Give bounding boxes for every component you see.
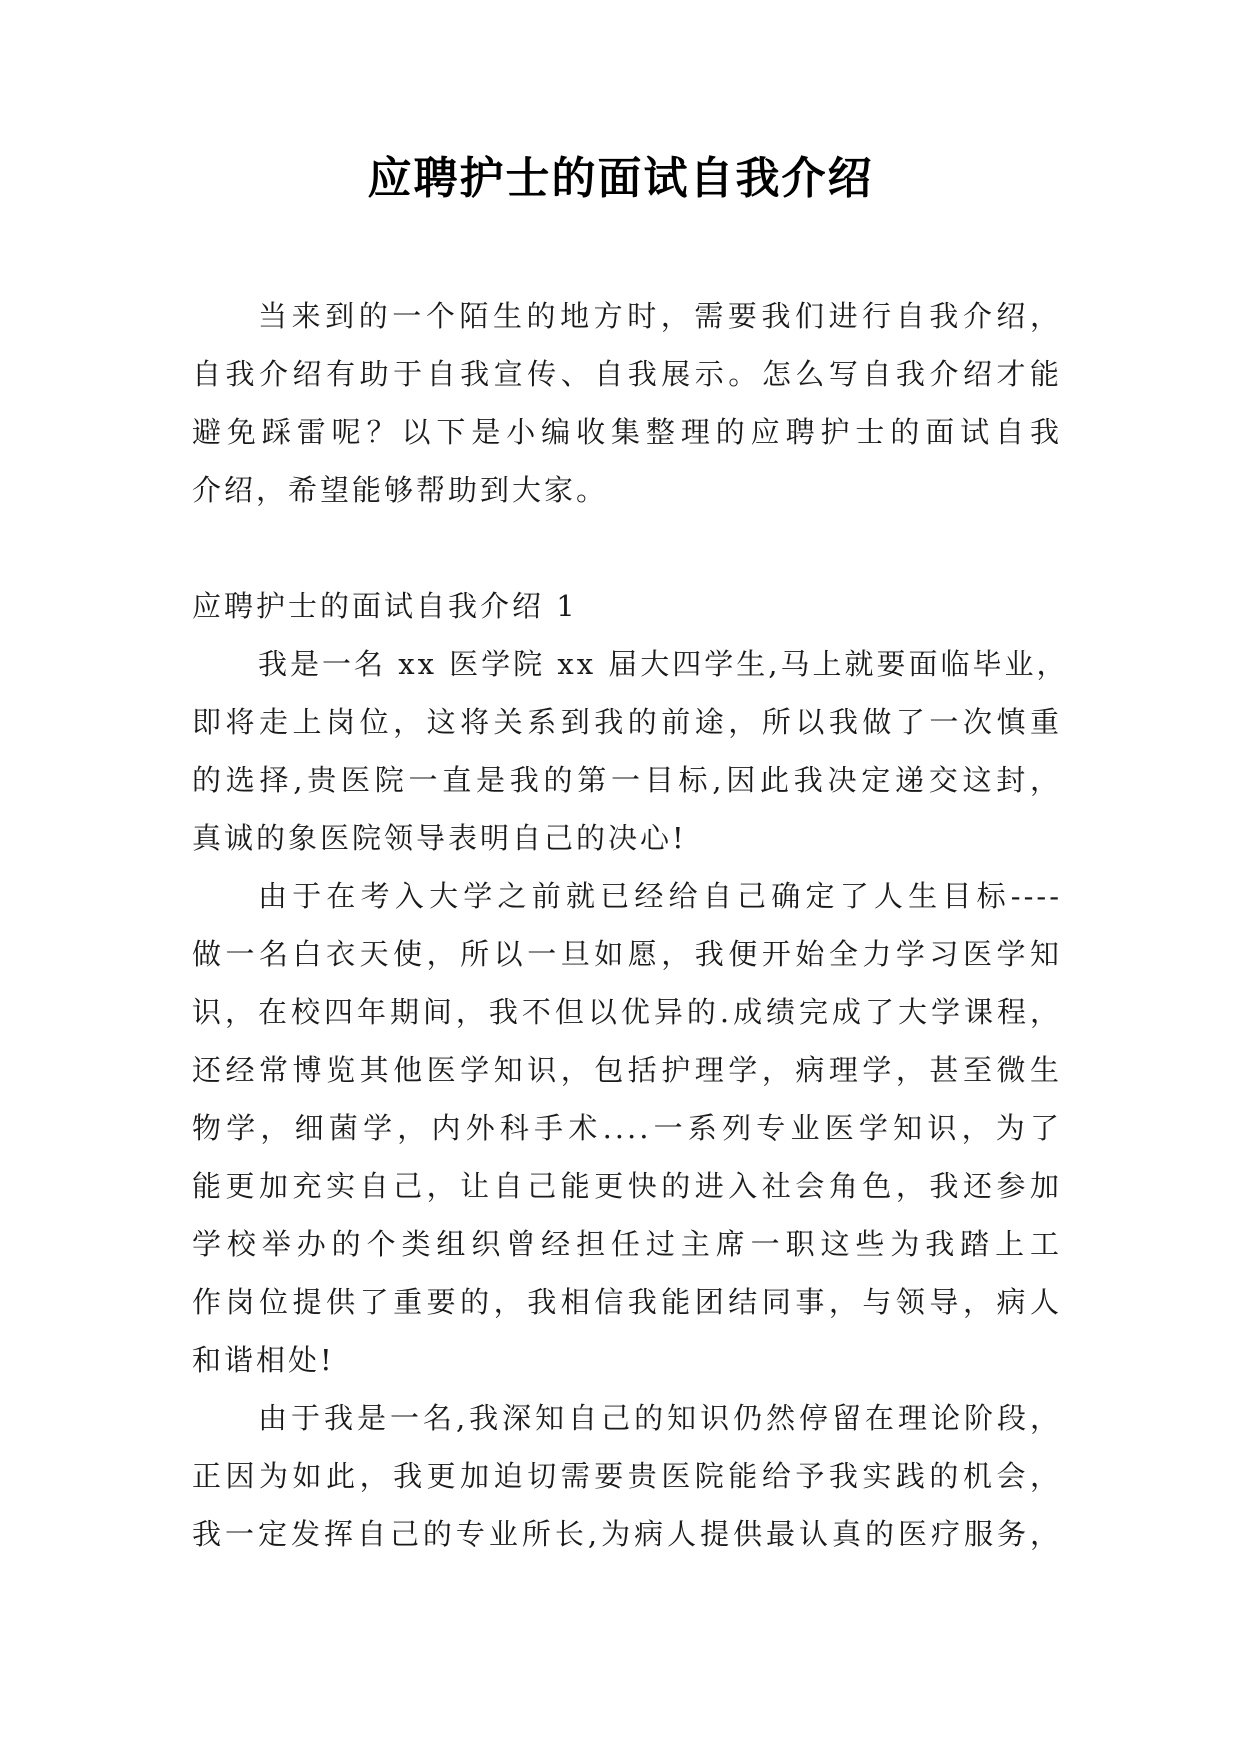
intro-paragraph bbox=[192, 287, 1062, 519]
paragraph-line: 和谐相处! bbox=[192, 1343, 335, 1377]
paragraph-line: 我是一名 xx 医学院 xx 届大四学生,马上就要面临毕业， bbox=[258, 647, 1069, 681]
paragraph-line: 物学，细菌学，内外科手术....一系列专业医学知识，为了 bbox=[192, 1111, 1062, 1145]
paragraph-line: 做一名白衣天使，所以一旦如愿，我便开始全力学习医学知 bbox=[192, 937, 1062, 971]
paragraph-line: 即将走上岗位，这将关系到我的前途，所以我做了一次慎重 bbox=[192, 705, 1062, 739]
paragraph-line: 正因为如此，我更加迫切需要贵医院能给予我实践的机会， bbox=[192, 1459, 1062, 1493]
document-body bbox=[192, 287, 1069, 1563]
section-heading: 应聘护士的面试自我介绍 1 bbox=[192, 589, 578, 623]
paragraph-line: 自我介绍有助于自我宣传、自我展示。怎么写自我介绍才能 bbox=[192, 357, 1062, 391]
paragraph-line: 由于在考入大学之前就已经给自己确定了人生目标---- bbox=[258, 879, 1062, 913]
paragraph-line: 避免踩雷呢？以下是小编收集整理的应聘护士的面试自我 bbox=[192, 415, 1062, 449]
paragraph-line: 当来到的一个陌生的地方时，需要我们进行自我介绍， bbox=[258, 299, 1062, 333]
paragraph-line: 介绍，希望能够帮助到大家。 bbox=[192, 473, 609, 507]
paragraph-line: 学校举办的个类组织曾经担任过主席一职这些为我踏上工 bbox=[192, 1227, 1062, 1261]
paragraph-line: 我一定发挥自己的专业所长,为病人提供最认真的医疗服务， bbox=[192, 1517, 1062, 1551]
paragraph-line: 还经常博览其他医学知识，包括护理学，病理学，甚至微生 bbox=[192, 1053, 1062, 1087]
body-paragraph bbox=[192, 635, 1069, 867]
body-paragraph bbox=[192, 867, 1062, 1389]
document-title: 应聘护士的面试自我介绍 bbox=[367, 153, 874, 204]
paragraph-line: 识，在校四年期间，我不但以优异的.成绩完成了大学课程， bbox=[192, 995, 1062, 1029]
paragraph-line: 作岗位提供了重要的，我相信我能团结同事，与领导，病人 bbox=[192, 1285, 1062, 1319]
paragraph-line: 的选择,贵医院一直是我的第一目标,因此我决定递交这封， bbox=[192, 763, 1062, 797]
body-paragraph bbox=[192, 1389, 1062, 1563]
paragraph-line: 由于我是一名,我深知自己的知识仍然停留在理论阶段， bbox=[258, 1401, 1062, 1435]
paragraph-line: 真诚的象医院领导表明自己的决心! bbox=[192, 821, 687, 855]
paragraph-line: 能更加充实自己，让自己能更快的进入社会角色，我还参加 bbox=[192, 1169, 1062, 1203]
